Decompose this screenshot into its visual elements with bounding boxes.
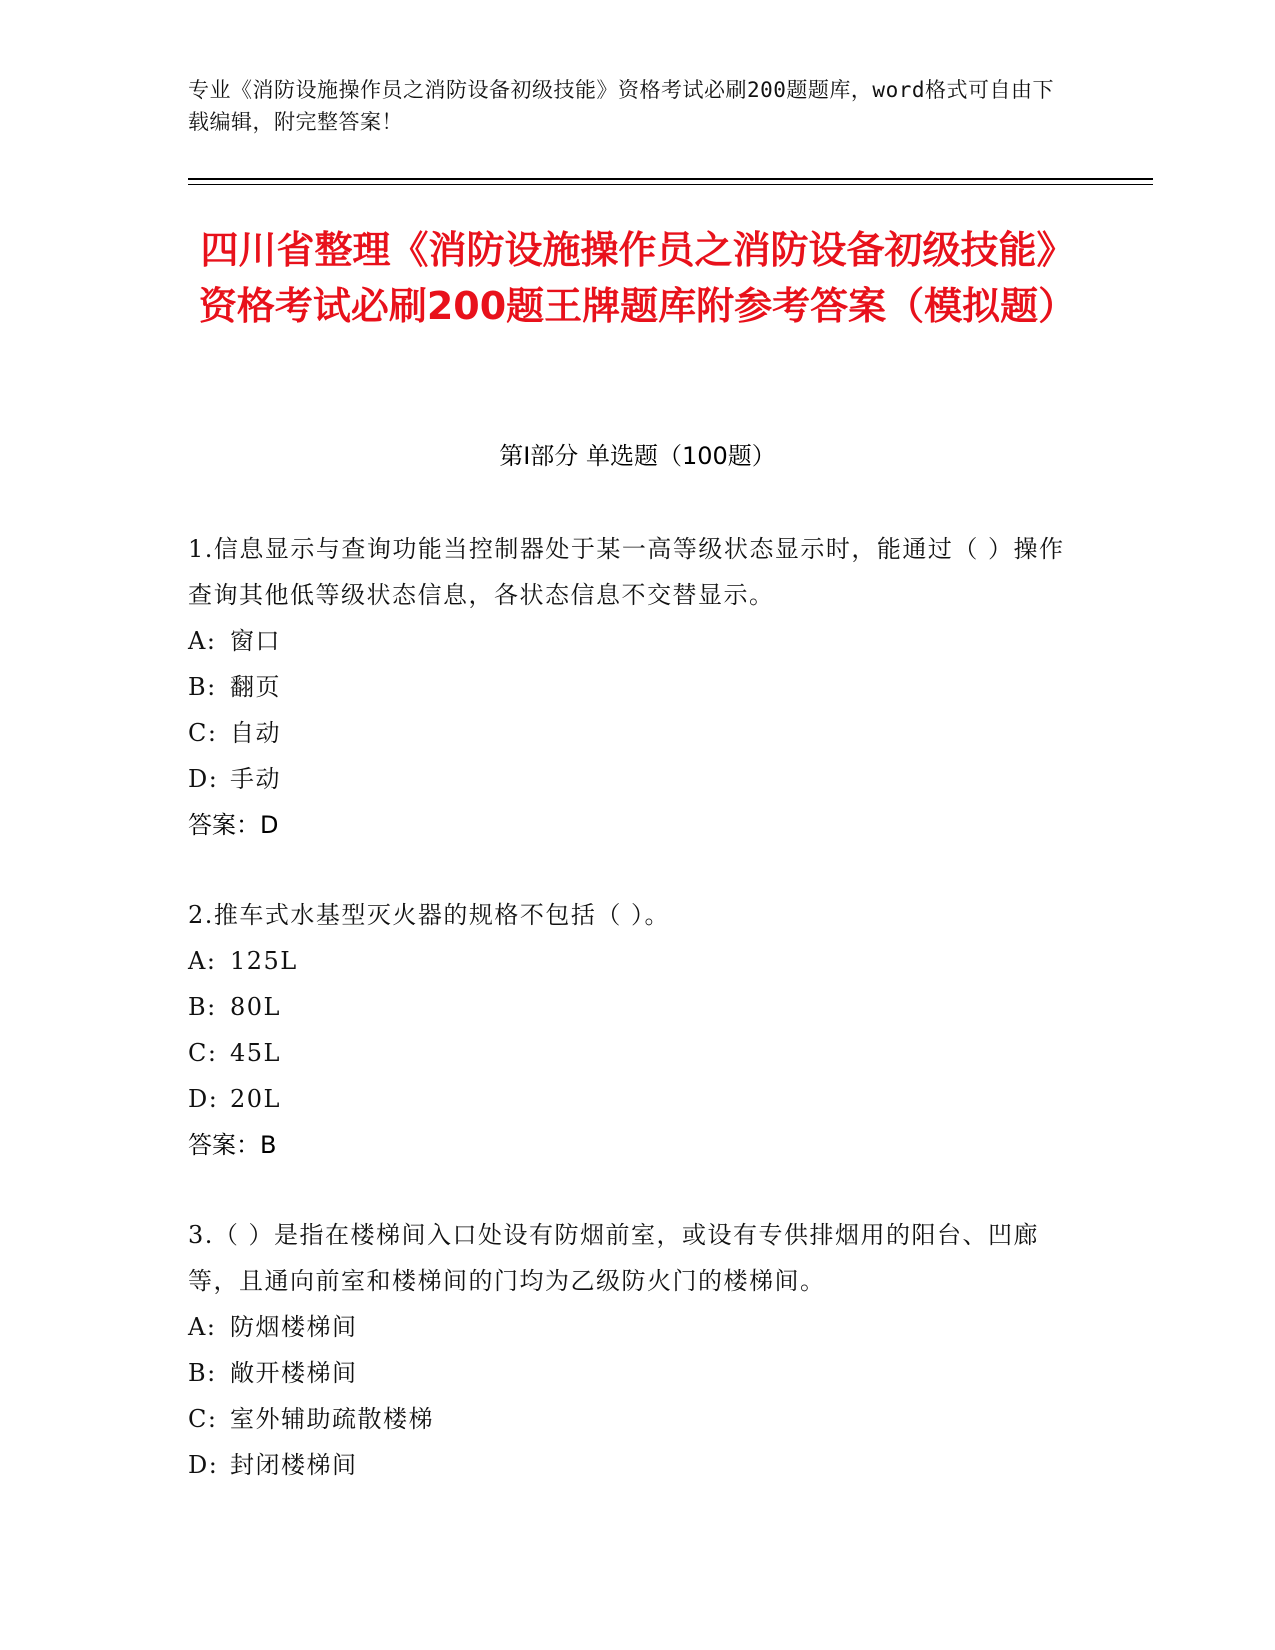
option-text: 45L: [230, 1039, 281, 1067]
header-divider-thin: [188, 184, 1153, 185]
option-letter: C:: [188, 1405, 218, 1433]
document-title: 四川省整理《消防设施操作员之消防设备初级技能》资格考试必刷200题王牌题库附参考答案（模拟题）: [198, 228, 1077, 328]
header-divider-thick: [188, 178, 1153, 180]
question-list: [188, 526, 1068, 1532]
option-letter: D:: [188, 1085, 219, 1113]
option-text: 防烟楼梯间: [230, 1313, 358, 1341]
option-text: 封闭楼梯间: [230, 1451, 358, 1479]
option-text: 翻页: [230, 673, 281, 701]
option-letter: B:: [188, 993, 217, 1021]
option-d: [188, 1076, 1068, 1122]
question-2: [188, 892, 1068, 1168]
option-letter: B:: [188, 673, 217, 701]
option-letter: B:: [188, 1359, 217, 1387]
answer-line: 答案：D: [188, 811, 279, 839]
question-stem: 3.（ ）是指在楼梯间入口处设有防烟前室，或设有专供排烟用的阳台、凹廊等，且通向前室和楼梯间的门均为乙级防火门的楼梯间。: [188, 1221, 1040, 1295]
option-letter: D:: [188, 1451, 219, 1479]
option-letter: D:: [188, 765, 219, 793]
option-text: 自动: [230, 719, 281, 747]
option-text: 窗口: [230, 627, 281, 655]
option-b: [188, 664, 1068, 710]
option-c: [188, 1030, 1068, 1076]
option-b: [188, 1350, 1068, 1396]
option-text: 手动: [230, 765, 281, 793]
question-1: [188, 526, 1068, 848]
question-stem: 1.信息显示与查询功能当控制器处于某一高等级状态显示时，能通过（ ）操作查询其他低等级状态信息，各状态信息不交替显示。: [188, 535, 1065, 609]
option-b: [188, 984, 1068, 1030]
option-a: [188, 1304, 1068, 1350]
option-c: [188, 1396, 1068, 1442]
option-a: [188, 938, 1068, 984]
option-a: [188, 618, 1068, 664]
option-text: 室外辅助疏散楼梯: [230, 1405, 434, 1433]
option-d: [188, 1442, 1068, 1488]
answer-line: 答案：B: [188, 1131, 277, 1159]
option-letter: A:: [188, 947, 217, 975]
option-text: 80L: [230, 993, 281, 1021]
option-c: [188, 710, 1068, 756]
option-letter: C:: [188, 1039, 218, 1067]
question-stem: 2.推车式水基型灭火器的规格不包括（ ）。: [188, 901, 671, 929]
option-text: 125L: [230, 947, 298, 975]
option-d: [188, 756, 1068, 802]
question-3: [188, 1212, 1068, 1488]
option-letter: C:: [188, 719, 218, 747]
header-note: 专业《消防设施操作员之消防设备初级技能》资格考试必刷200题题库，word格式可自由下载编辑，附完整答案！: [188, 78, 1054, 134]
section-heading: 第Ⅰ部分 单选题（100题）: [499, 442, 776, 470]
option-text: 敞开楼梯间: [230, 1359, 358, 1387]
option-letter: A:: [188, 627, 217, 655]
option-text: 20L: [230, 1085, 281, 1113]
option-letter: A:: [188, 1313, 217, 1341]
